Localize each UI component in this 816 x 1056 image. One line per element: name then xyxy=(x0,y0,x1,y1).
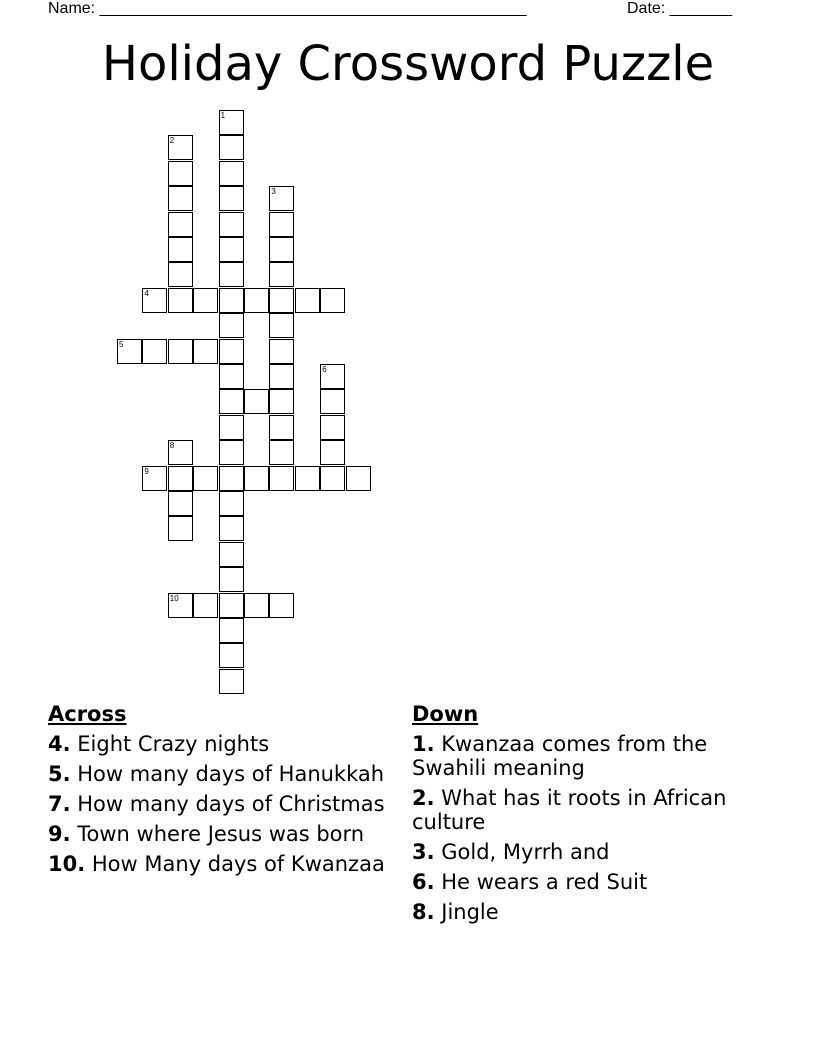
clue-number: 9 xyxy=(144,466,149,476)
grid-cell[interactable] xyxy=(168,288,193,313)
clue-number: 3. xyxy=(412,840,435,864)
clue-text: He wears a red Suit xyxy=(434,870,648,894)
grid-cell[interactable] xyxy=(269,237,294,262)
clue-number: 5. xyxy=(48,762,71,786)
grid-cell[interactable] xyxy=(269,389,294,414)
clue-text: How many days of Hanukkah xyxy=(70,762,385,786)
grid-cell[interactable] xyxy=(193,593,218,618)
grid-cell[interactable] xyxy=(244,389,269,414)
grid-cell[interactable] xyxy=(142,339,167,364)
grid-cell[interactable] xyxy=(219,135,244,160)
clue-number: 5 xyxy=(119,339,124,349)
grid-cell[interactable] xyxy=(269,440,294,465)
grid-cell[interactable] xyxy=(168,466,193,491)
grid-cell[interactable] xyxy=(168,186,193,211)
grid-cell[interactable] xyxy=(219,339,244,364)
grid-cell[interactable] xyxy=(193,466,218,491)
grid-cell[interactable] xyxy=(219,516,244,541)
name-field[interactable]: Name: ________________________________________________ xyxy=(48,0,527,17)
grid-cell[interactable] xyxy=(269,313,294,338)
grid-cell[interactable] xyxy=(269,186,294,211)
grid-cell[interactable] xyxy=(168,516,193,541)
grid-cell[interactable] xyxy=(244,593,269,618)
grid-cell[interactable] xyxy=(269,288,294,313)
across-clue xyxy=(48,762,398,786)
grid-cell[interactable] xyxy=(269,339,294,364)
grid-cell[interactable] xyxy=(168,440,193,465)
grid-cell[interactable] xyxy=(142,288,167,313)
date-field[interactable]: Date: _______ xyxy=(627,0,732,17)
clue-number: 9. xyxy=(48,822,71,846)
across-clue xyxy=(48,732,398,756)
grid-cell[interactable] xyxy=(320,364,345,389)
clue-number: 10 xyxy=(169,593,179,603)
clue-text: Town where Jesus was born xyxy=(70,822,365,846)
grid-cell[interactable] xyxy=(117,339,142,364)
grid-cell[interactable] xyxy=(219,440,244,465)
down-clue xyxy=(412,732,742,780)
grid-cell[interactable] xyxy=(219,161,244,186)
clue-text: Eight Crazy nights xyxy=(70,732,270,756)
grid-cell[interactable] xyxy=(269,466,294,491)
grid-cell[interactable] xyxy=(269,415,294,440)
grid-cell[interactable] xyxy=(346,466,371,491)
clue-number: 3 xyxy=(271,187,276,197)
clue-number: 8. xyxy=(412,900,435,924)
grid-cell[interactable] xyxy=(193,288,218,313)
grid-cell[interactable] xyxy=(219,618,244,643)
grid-cell[interactable] xyxy=(269,212,294,237)
clue-number: 6. xyxy=(412,870,435,894)
clue-number: 1. xyxy=(412,732,435,756)
grid-cell[interactable] xyxy=(320,389,345,414)
grid-cell[interactable] xyxy=(168,212,193,237)
clue-number: 10. xyxy=(48,852,86,876)
grid-cell[interactable] xyxy=(244,466,269,491)
grid-cell[interactable] xyxy=(320,415,345,440)
grid-cell[interactable] xyxy=(168,135,193,160)
grid-cell[interactable] xyxy=(219,643,244,668)
clue-text: Jingle xyxy=(434,900,499,924)
grid-cell[interactable] xyxy=(168,339,193,364)
grid-cell[interactable] xyxy=(219,288,244,313)
grid-cell[interactable] xyxy=(295,288,320,313)
clue-text: Kwanzaa comes from the Swahili meaning xyxy=(412,732,708,780)
grid-cell[interactable] xyxy=(219,389,244,414)
down-clue xyxy=(412,840,742,864)
grid-cell[interactable] xyxy=(219,262,244,287)
grid-cell[interactable] xyxy=(168,161,193,186)
down-clues xyxy=(412,702,742,930)
clue-number: 8 xyxy=(169,441,175,451)
clue-number: 2. xyxy=(412,786,435,810)
grid-cell[interactable] xyxy=(219,313,244,338)
page-title: Holiday Crossword Puzzle xyxy=(101,36,715,92)
grid-cell[interactable] xyxy=(142,466,167,491)
grid-cell[interactable] xyxy=(219,491,244,516)
clue-number: 7. xyxy=(48,792,71,816)
clue-number: 4. xyxy=(48,732,71,756)
grid-cell[interactable] xyxy=(320,288,345,313)
grid-cell[interactable] xyxy=(168,593,193,618)
grid-cell[interactable] xyxy=(219,110,244,135)
across-clue xyxy=(48,852,398,876)
down-clue xyxy=(412,870,742,894)
grid-cell[interactable] xyxy=(219,593,244,618)
clue-number: 2 xyxy=(169,136,175,146)
grid-cell[interactable] xyxy=(219,237,244,262)
grid-cell[interactable] xyxy=(219,669,244,694)
clue-number: 4 xyxy=(144,288,149,298)
grid-cell[interactable] xyxy=(168,491,193,516)
grid-cell[interactable] xyxy=(295,466,320,491)
across-clues xyxy=(48,702,398,882)
clue-number: 1 xyxy=(220,111,226,120)
grid-cell[interactable] xyxy=(168,237,193,262)
clue-number: 6 xyxy=(322,365,327,374)
grid-cell[interactable] xyxy=(219,364,244,389)
down-clue xyxy=(412,900,742,924)
clue-text: What has it roots in African culture xyxy=(412,786,727,834)
grid-cell[interactable] xyxy=(219,415,244,440)
grid-cell[interactable] xyxy=(219,542,244,567)
grid-cell[interactable] xyxy=(244,288,269,313)
clue-text: How many days of Christmas xyxy=(70,792,385,816)
grid-cell[interactable] xyxy=(168,262,193,287)
grid-cell[interactable] xyxy=(269,364,294,389)
grid-cell[interactable] xyxy=(219,212,244,237)
clue-text: How Many days of Kwanzaa xyxy=(85,852,385,876)
down-clue xyxy=(412,786,742,834)
grid-cell[interactable] xyxy=(269,593,294,618)
across-clue xyxy=(48,822,398,846)
grid-cell[interactable] xyxy=(269,262,294,287)
grid-cell[interactable] xyxy=(320,440,345,465)
grid-cell[interactable] xyxy=(219,186,244,211)
grid-cell[interactable] xyxy=(320,466,345,491)
grid-cell[interactable] xyxy=(219,567,244,592)
across-clue xyxy=(48,792,398,816)
down-heading: Down xyxy=(412,702,479,726)
clue-text: Gold, Myrrh and xyxy=(434,840,610,864)
across-heading: Across xyxy=(48,702,127,726)
grid-cell[interactable] xyxy=(193,339,218,364)
grid-cell[interactable] xyxy=(219,466,244,491)
